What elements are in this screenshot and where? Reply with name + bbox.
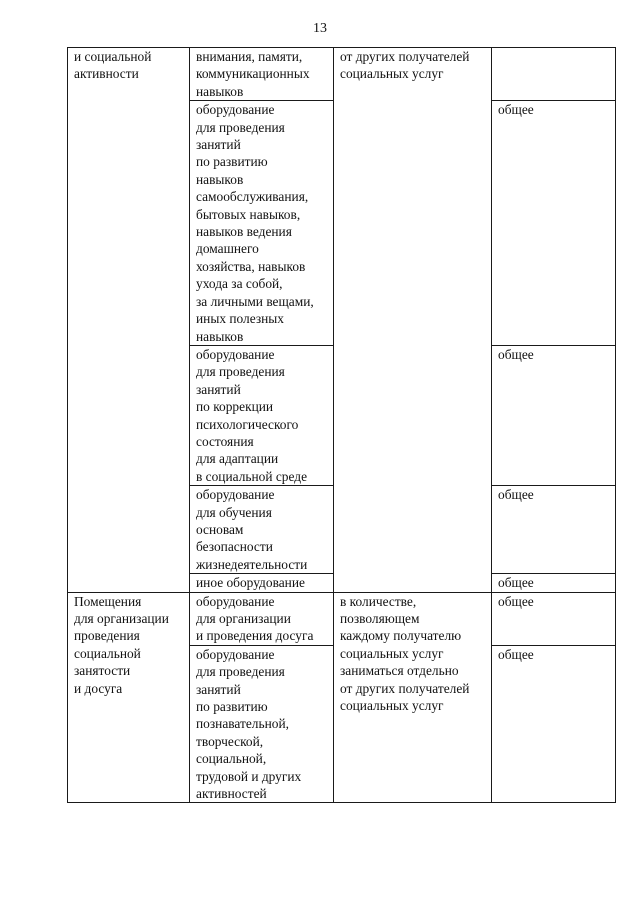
usage-cell: общее bbox=[492, 486, 616, 574]
usage-cell bbox=[492, 48, 616, 101]
placement-cell: в количестве, позволяющем каждому получателю социальных услуг заниматься отдельно от других получателей социальных услуг bbox=[334, 592, 492, 803]
equipment-cell: оборудование для проведения занятий по развитию познавательной, творческой, социальной, трудовой и других активностей bbox=[190, 645, 334, 803]
equipment-cell: внимания, памяти, коммуникационных навыков bbox=[190, 48, 334, 101]
room-cell: Помещения для организации проведения социальной занятости и досуга bbox=[68, 592, 190, 803]
page-number: 13 bbox=[313, 21, 327, 36]
usage-cell: общее bbox=[492, 645, 616, 803]
table-row bbox=[68, 48, 616, 101]
equipment-cell: оборудование для проведения занятий по развитию навыков самообслуживания, бытовых навыков, навыков ведения домашнего хозяйства, навыков ухода за собой, за личными вещами, иных полезных навыков bbox=[190, 101, 334, 346]
room-cell: и социальной активности bbox=[68, 48, 190, 593]
usage-cell: общее bbox=[492, 574, 616, 592]
usage-cell: общее bbox=[492, 101, 616, 346]
equipment-cell: оборудование для обучения основам безопасности жизнедеятельности bbox=[190, 486, 334, 574]
table-row bbox=[68, 592, 616, 645]
equipment-cell: оборудование для проведения занятий по коррекции психологического состояния для адаптации в социальной среде bbox=[190, 345, 334, 485]
placement-cell: от других получателей социальных услуг bbox=[334, 48, 492, 593]
usage-cell: общее bbox=[492, 345, 616, 485]
usage-cell: общее bbox=[492, 592, 616, 645]
equipment-cell: оборудование для организации и проведения досуга bbox=[190, 592, 334, 645]
equipment-cell: иное оборудование bbox=[190, 574, 334, 592]
equipment-table bbox=[67, 47, 616, 803]
